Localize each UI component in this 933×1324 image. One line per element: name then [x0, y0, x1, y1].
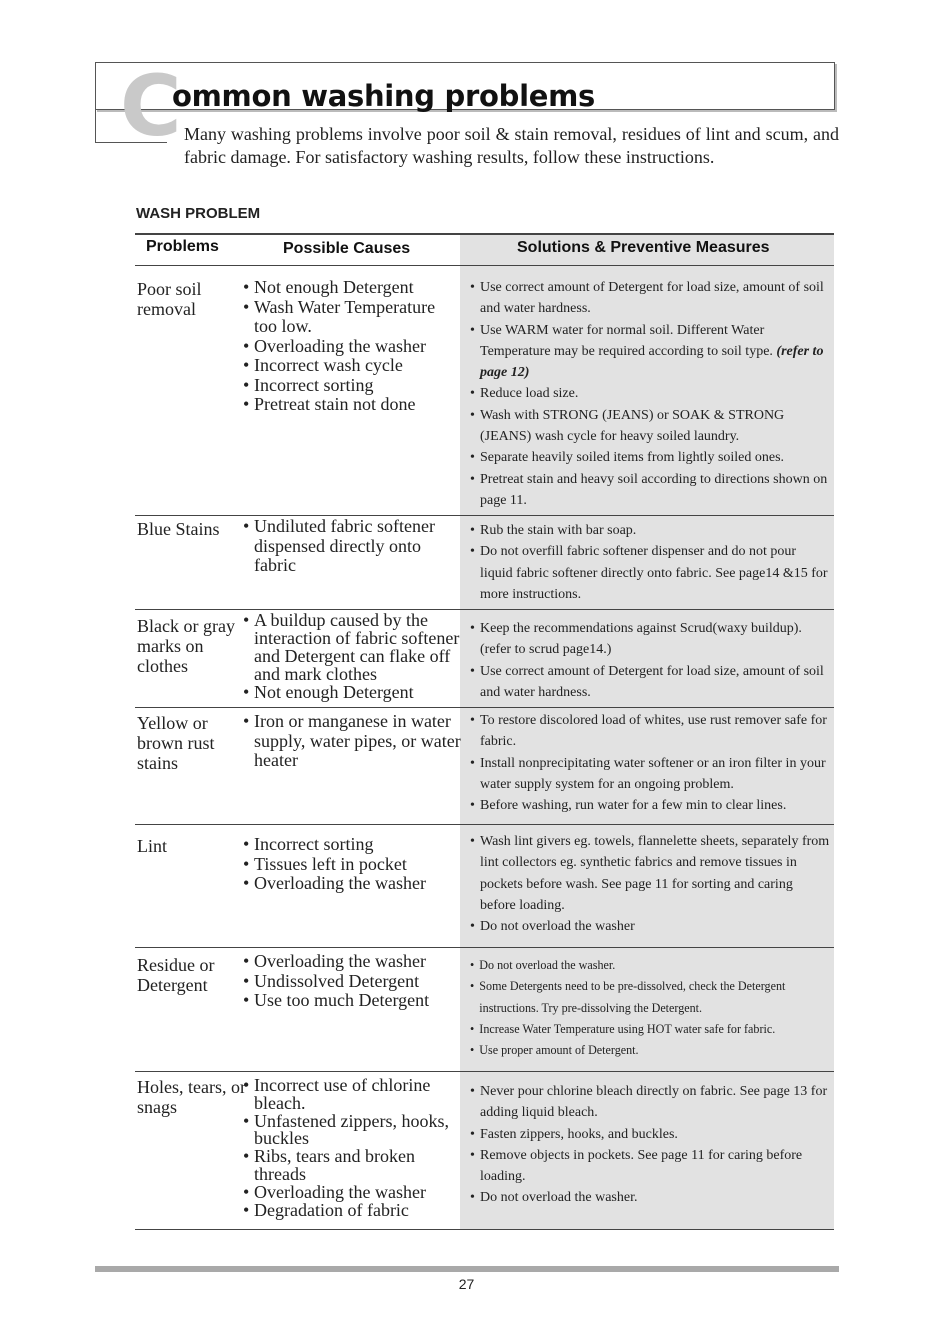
- table-bottom-rule: [135, 1229, 834, 1230]
- solution-item: • Do not overload the washer: [470, 916, 832, 937]
- table-top-rule: [135, 233, 834, 235]
- solution-item: • Before washing, run water for a few min to clear lines.: [470, 795, 832, 816]
- solutions-cell: [470, 618, 832, 703]
- row-rule: [135, 824, 834, 825]
- solution-item: • To restore discolored load of whites, use rust remover safe for fabric.: [470, 710, 832, 753]
- cause-item: • Degradation of fabric: [243, 1202, 461, 1220]
- section-title: WASH PROBLEM: [136, 205, 261, 222]
- header-rule: [135, 265, 834, 266]
- solution-item: • Pretreat stain and heavy soil according to directions shown on page 11.: [470, 469, 832, 512]
- solution-item: • Increase Water Temperature using HOT water safe for fabric.: [470, 1018, 828, 1039]
- cause-item: • Tissues left in pocket: [243, 855, 461, 875]
- row-rule: [135, 707, 834, 708]
- cause-item: • Overloading the washer: [243, 874, 461, 894]
- cause-item: • Iron or manganese in water supply, water pipes, or water heater: [243, 712, 461, 771]
- cause-item: • Wash Water Temperature too low.: [243, 298, 461, 337]
- cause-item: • Not enough Detergent: [243, 683, 461, 701]
- problem-cell: Residue or Detergent: [137, 955, 215, 995]
- cause-item: • Incorrect sorting: [243, 376, 461, 396]
- solutions-cell: [470, 277, 832, 511]
- row-rule: [135, 515, 834, 516]
- cause-item: • A buildup caused by the interaction of fabric softener and Detergent can flake off and mark clothes: [243, 611, 461, 683]
- cause-item: • Undiluted fabric softener dispensed directly onto fabric: [243, 517, 461, 576]
- solution-item: • Install nonprecipitating water softener or an iron filter in your water supply system for an ongoing problem.: [470, 753, 832, 796]
- problem-cell: Poor soil removal: [137, 279, 202, 319]
- causes-cell: [243, 1077, 461, 1219]
- problem-cell: Yellow or brown rust stains: [137, 713, 215, 773]
- cause-item: • Not enough Detergent: [243, 278, 461, 298]
- page-number: 27: [458, 1276, 475, 1292]
- solution-item: • Reduce load size.: [470, 383, 832, 404]
- title-initial-letter: C: [120, 57, 182, 155]
- solution-item: • Do not overload the washer.: [470, 1187, 832, 1208]
- solution-item: • Use correct amount of Detergent for load size, amount of soil and water hardness.: [470, 661, 832, 704]
- solution-item: • Remove objects in pockets. See page 11 for caring before loading.: [470, 1145, 832, 1188]
- solution-item: • Keep the recommendations against Scrud(waxy buildup). (refer to scrud page14.): [470, 618, 832, 661]
- solutions-cell: [470, 1081, 832, 1209]
- row-rule: [135, 609, 834, 610]
- cause-item: • Undissolved Detergent: [243, 972, 461, 992]
- problem-cell: Lint: [137, 836, 167, 856]
- cause-item: • Incorrect wash cycle: [243, 356, 461, 376]
- page-title: ommon washing problems: [172, 79, 595, 113]
- solutions-cell: [470, 520, 832, 605]
- causes-cell: [243, 611, 461, 701]
- cause-item: • Incorrect sorting: [243, 835, 461, 855]
- problem-cell: Holes, tears, or snags: [137, 1077, 246, 1117]
- solutions-cell: [470, 710, 832, 816]
- page-reference: (refer to page 12): [480, 343, 824, 381]
- solution-item: • Separate heavily soiled items from lightly soiled ones.: [470, 447, 832, 468]
- cause-item: • Incorrect use of chlorine bleach.: [243, 1077, 461, 1113]
- problem-cell: Black or gray marks on clothes: [137, 616, 235, 676]
- solution-item: • Wash lint givers eg. towels, flannelette sheets, separately from lint collectors eg. synthetic fabrics and remove tissues in pockets before wash. See page 11 for sorting and caring before loading.: [470, 831, 832, 916]
- solutions-cell: [470, 831, 832, 937]
- causes-cell: [243, 517, 461, 576]
- solution-text: Use WARM water for normal soil. Different Water Temperature may be required according to soil type.: [480, 322, 773, 359]
- solution-item: [470, 320, 832, 384]
- solution-item: • Never pour chlorine bleach directly on fabric. See page 13 for adding liquid bleach.: [470, 1081, 832, 1124]
- header-problems: Problems: [146, 238, 219, 255]
- solution-item: • Do not overfill fabric softener dispenser and do not pour liquid fabric softener directly onto fabric. See page14 &15 for more instructions.: [470, 541, 832, 605]
- solution-item: • Do not overload the washer.: [470, 954, 828, 975]
- footer-bar: [95, 1266, 839, 1272]
- cause-item: • Pretreat stain not done: [243, 395, 461, 415]
- row-rule: [135, 947, 834, 948]
- cause-item: • Unfastened zippers, hooks, buckles: [243, 1113, 461, 1149]
- solution-item: • Rub the stain with bar soap.: [470, 520, 832, 541]
- cause-item: • Overloading the washer: [243, 952, 461, 972]
- causes-cell: [243, 278, 461, 415]
- causes-cell: [243, 712, 461, 771]
- header-possible-causes: Possible Causes: [283, 240, 411, 257]
- header-solutions: Solutions & Preventive Measures: [517, 239, 770, 256]
- solution-item: • Fasten zippers, hooks, and buckles.: [470, 1124, 832, 1145]
- solution-item: • Wash with STRONG (JEANS) or SOAK & STRONG (JEANS) wash cycle for heavy soiled laundry.: [470, 405, 832, 448]
- causes-cell: [243, 835, 461, 894]
- solution-item: • Some Detergents need to be pre-dissolved, check the Detergent instructions. Try pre-dissolving the Detergent.: [470, 975, 828, 1018]
- cause-item: • Overloading the washer: [243, 337, 461, 357]
- solution-item: • Use correct amount of Detergent for load size, amount of soil and water hardness.: [470, 277, 832, 320]
- solutions-cell: [470, 954, 828, 1060]
- cause-item: • Use too much Detergent: [243, 991, 461, 1011]
- intro-paragraph: Many washing problems involve poor soil & stain removal, residues of lint and scum, and fabric damage. For satisfactory washing results, follow these instructions.: [184, 124, 839, 167]
- row-rule: [135, 1071, 834, 1072]
- cause-item: • Overloading the washer: [243, 1184, 461, 1202]
- solution-item: • Use proper amount of Detergent.: [470, 1039, 828, 1060]
- cause-item: • Ribs, tears and broken threads: [243, 1148, 461, 1184]
- problem-cell: Blue Stains: [137, 519, 220, 539]
- causes-cell: [243, 952, 461, 1011]
